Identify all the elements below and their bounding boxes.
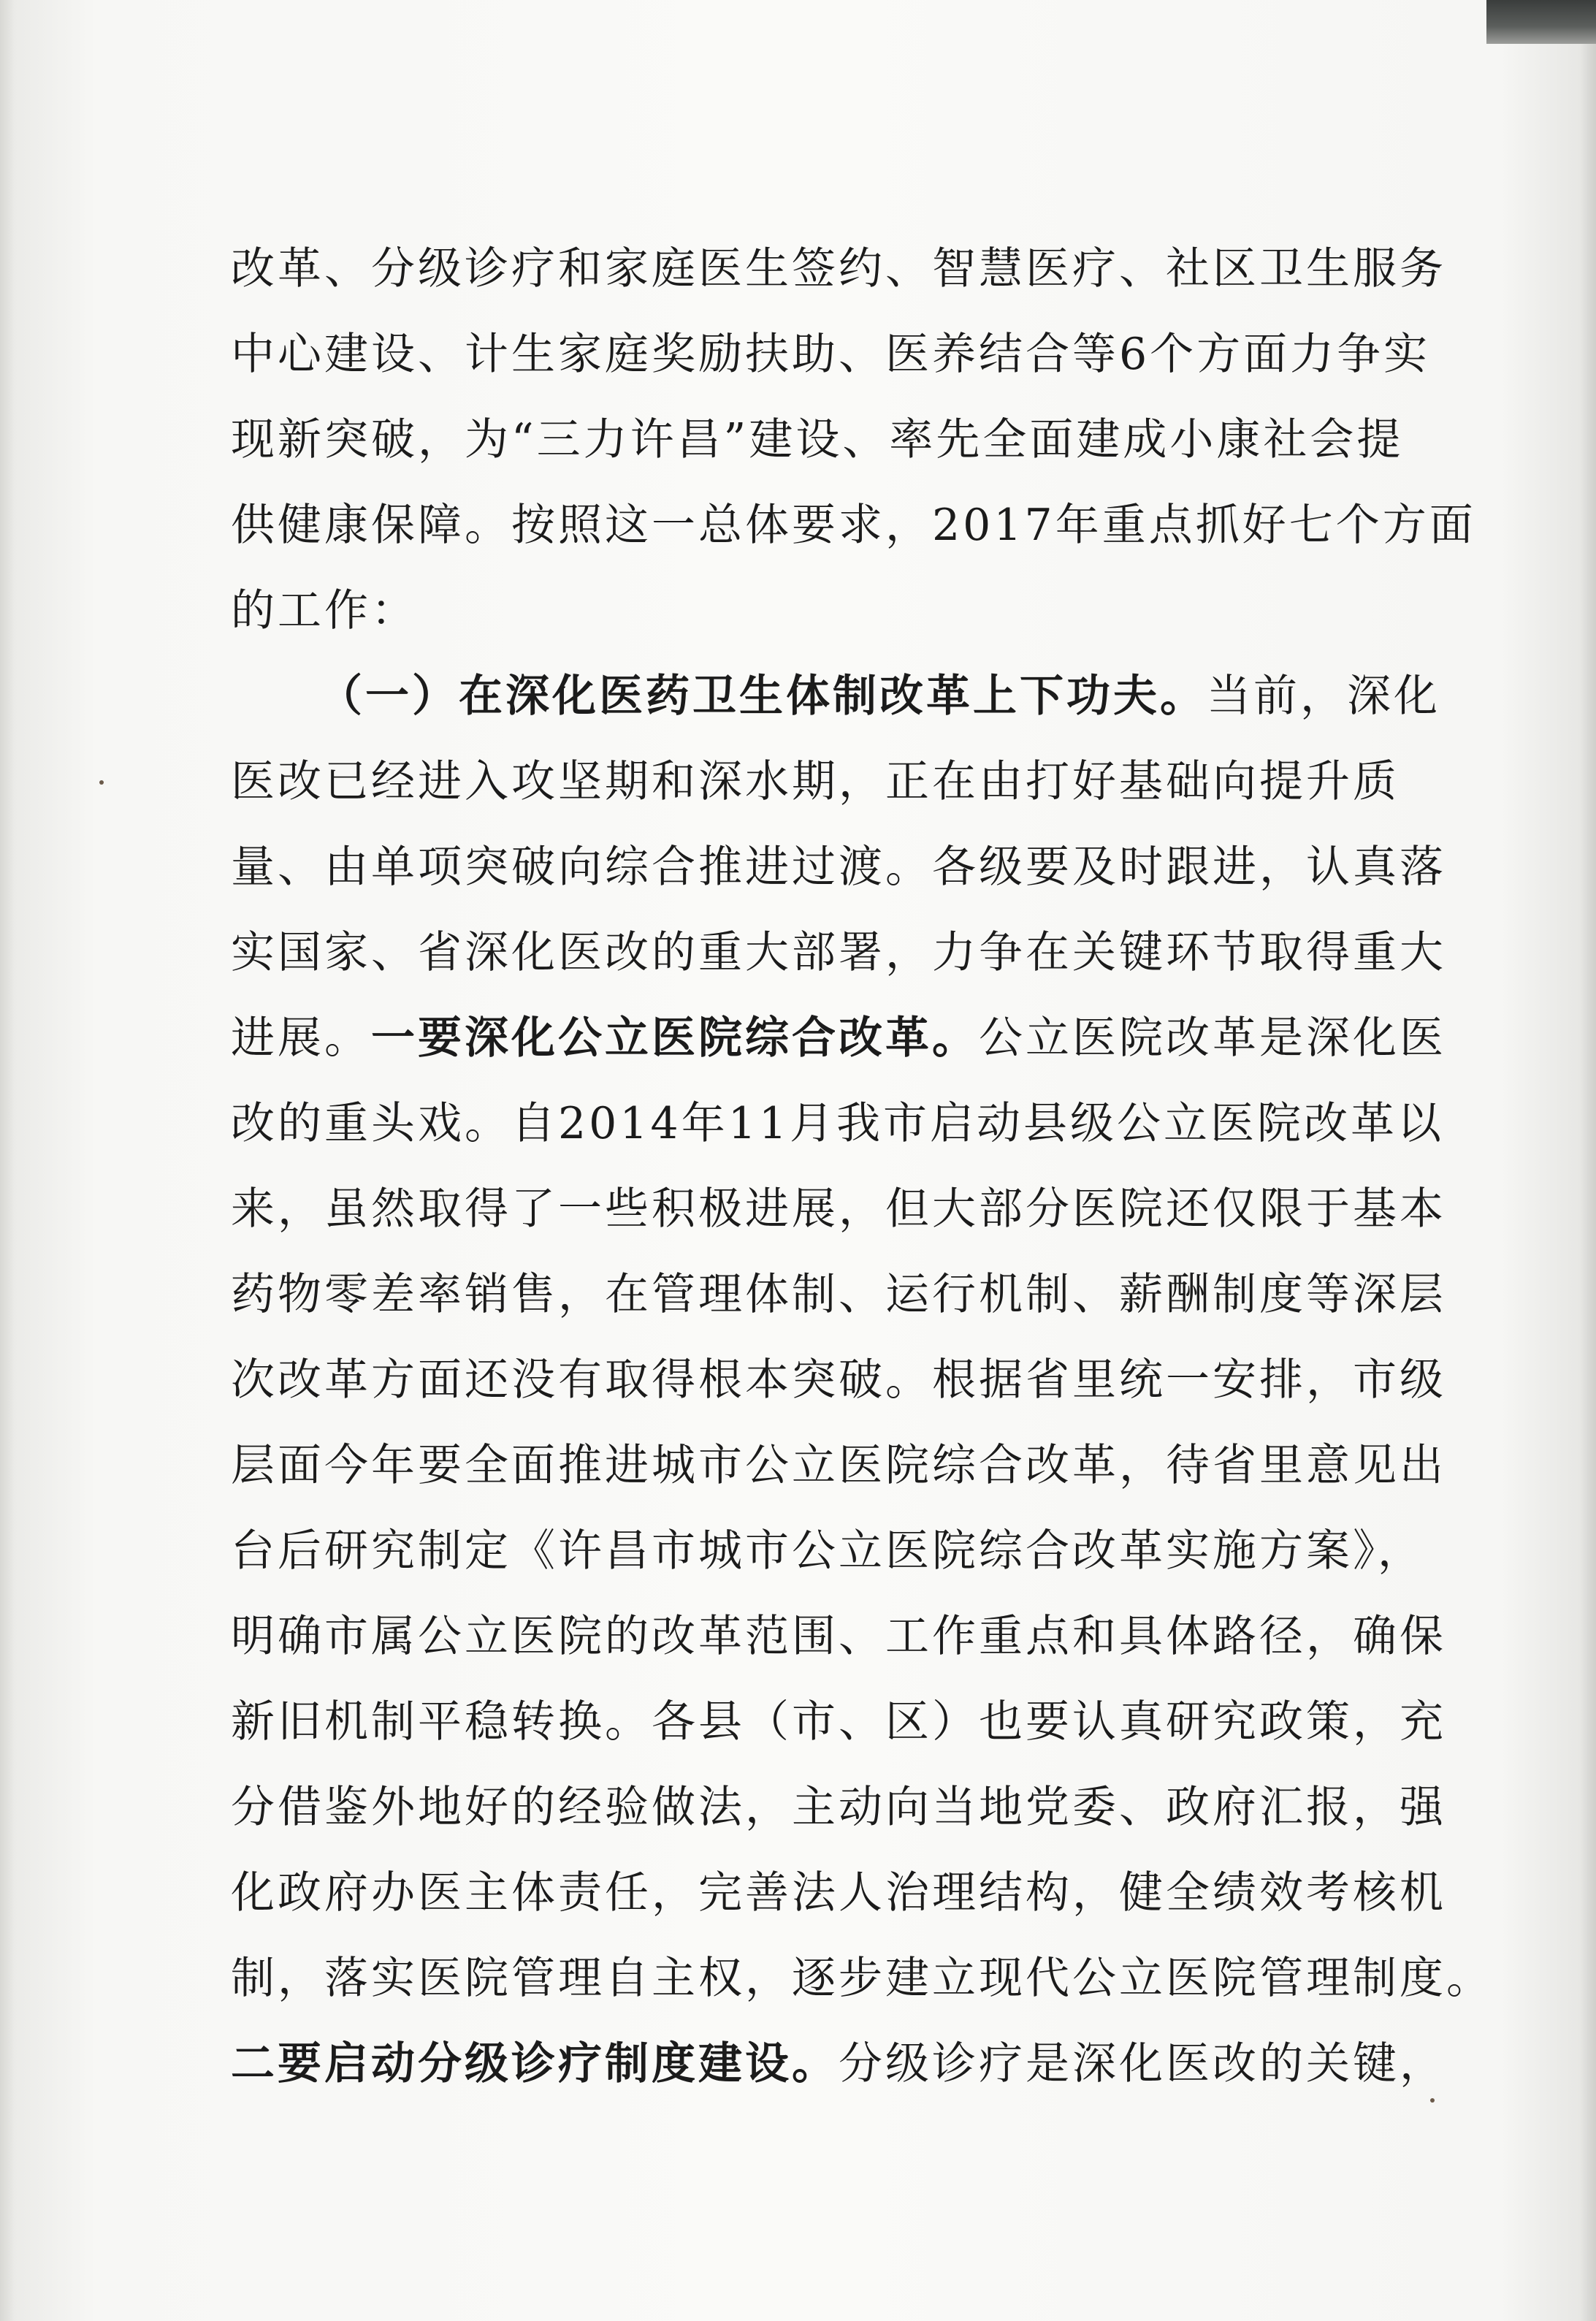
text-line	[231, 1680, 1446, 1765]
text-line	[231, 739, 1400, 825]
text-line	[231, 1509, 1424, 1594]
text-line	[231, 1167, 1446, 1252]
text-line	[231, 1765, 1446, 1851]
bold-heading-segment: 二要启动分级诊疗制度建设。	[231, 2038, 839, 2089]
text-segment: 化政府办医主体责任，完善法人治理结构，健全绩效考核机	[231, 1867, 1446, 1918]
text-line	[231, 1594, 1446, 1680]
text-segment: 供健康保障。按照这一总体要求，2017年重点抓好七个方面	[231, 500, 1476, 551]
text-segment: 医改已经进入攻坚期和深水期，正在由打好基础向提升质	[231, 756, 1400, 807]
text-line	[231, 568, 1370, 654]
text-segment: 改革、分级诊疗和家庭医生签约、智慧医疗、社区卫生服务	[231, 243, 1446, 294]
text-line	[231, 1338, 1446, 1423]
paper-speck	[99, 780, 104, 785]
text-line	[231, 996, 1446, 1081]
paper-speck	[1430, 2098, 1435, 2103]
text-line	[231, 397, 1404, 483]
bold-heading-segment: （一）在深化医药卫生体制改革上下功夫。	[318, 671, 1207, 722]
page-left-shadow	[0, 0, 15, 2321]
text-segment: 层面今年要全面推进城市公立医院综合改革，待省里意见出	[231, 1440, 1446, 1491]
text-segment: 现新突破，为“三力许昌”建设、率先全面建成小康社会提	[231, 414, 1404, 465]
text-segment: 中心建设、计生家庭奖励扶助、医养结合等6个方面力争实	[231, 329, 1431, 380]
text-line	[231, 1936, 1493, 2021]
background-corner	[1486, 0, 1596, 44]
text-line	[231, 910, 1446, 996]
text-segment: 改的重头戏。自2014年11月我市启动县级公立医院改革以	[231, 1098, 1445, 1149]
text-line	[231, 1851, 1446, 1936]
page-right-shadow	[1580, 0, 1596, 2321]
text-segment: 的工作：	[231, 585, 418, 636]
text-segment: 新旧机制平稳转换。各县（市、区）也要认真研究政策，充	[231, 1696, 1446, 1748]
text-segment: 分借鉴外地好的经验做法，主动向当地党委、政府汇报，强	[231, 1782, 1446, 1833]
text-line	[231, 1423, 1446, 1509]
text-segment: 分级诊疗是深化医改的关键，	[839, 2038, 1446, 2089]
text-segment: 进展。	[231, 1013, 371, 1064]
text-line	[231, 654, 1440, 739]
text-segment: 药物零差率销售，在管理体制、运行机制、薪酬制度等深层	[231, 1269, 1446, 1320]
text-segment: 台后研究制定《许昌市城市公立医院综合改革实施方案》，	[231, 1525, 1424, 1577]
text-line	[231, 226, 1446, 312]
text-segment: 量、由单项突破向综合推进过渡。各级要及时跟进，认真落	[231, 842, 1446, 893]
text-line	[231, 1252, 1446, 1338]
bold-heading-segment: 一要深化公立医院综合改革。	[371, 1013, 979, 1064]
text-line	[231, 1081, 1445, 1167]
text-line	[231, 2021, 1446, 2107]
text-segment: 当前，深化	[1207, 671, 1440, 722]
text-segment: 实国家、省深化医改的重大部署，力争在关键环节取得重大	[231, 927, 1446, 978]
text-line	[231, 825, 1446, 910]
text-segment: 次改革方面还没有取得根本突破。根据省里统一安排，市级	[231, 1354, 1446, 1406]
text-segment: 明确市属公立医院的改革范围、工作重点和具体路径，确保	[231, 1611, 1446, 1662]
document-body	[231, 226, 1493, 2107]
text-line	[231, 312, 1431, 397]
text-segment: 来，虽然取得了一些积极进展，但大部分医院还仅限于基本	[231, 1184, 1446, 1235]
text-segment: 制，落实医院管理自主权，逐步建立现代公立医院管理制度。	[231, 1953, 1493, 2004]
text-segment: 公立医院改革是深化医	[979, 1013, 1446, 1064]
text-line	[231, 483, 1476, 568]
